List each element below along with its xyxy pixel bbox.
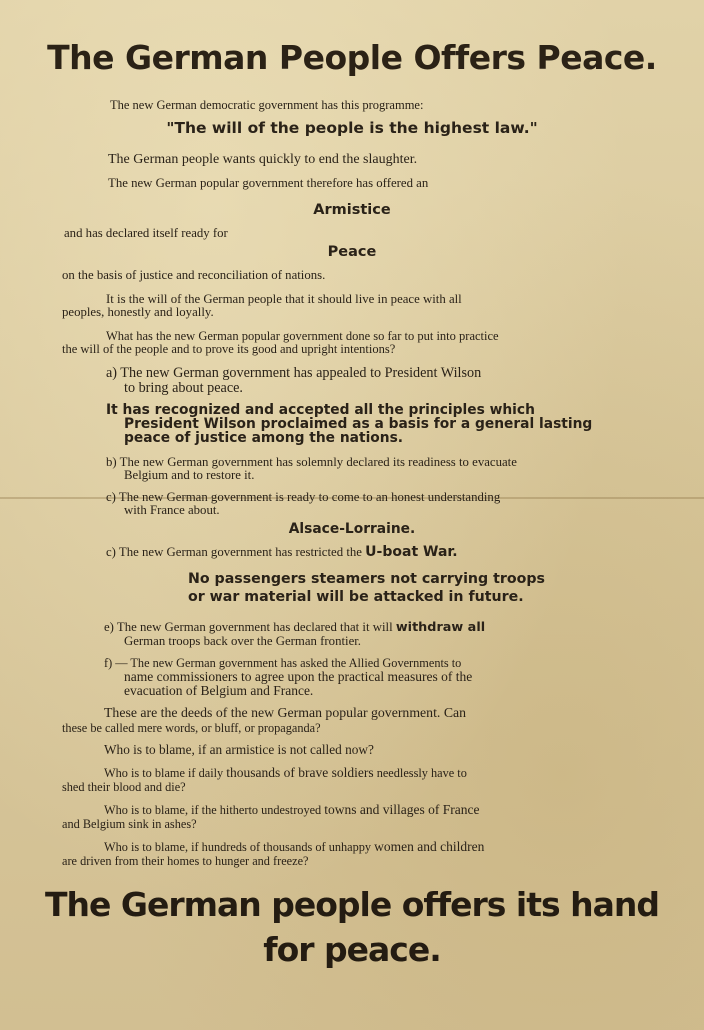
leaflet-title: The German People Offers Peace. bbox=[47, 38, 657, 77]
deeds-line-2: these be called mere words, or bluff, or propaganda? bbox=[62, 721, 321, 735]
item-b-line-2: Belgium and to restore it. bbox=[124, 468, 255, 482]
question-3-start: Who is to blame, if the hitherto undestroyed bbox=[104, 803, 322, 817]
footer-line-1: The German people offers its hand bbox=[45, 885, 659, 924]
item-b-line-1: b) The new German government has solemnly declared its readiness to evacuate bbox=[106, 455, 517, 469]
paragraph-6b: the will of the people and to prove its good and upright intentions? bbox=[62, 342, 396, 356]
question-3-line-2: and Belgium sink in ashes? bbox=[62, 817, 197, 831]
question-3-line-1 bbox=[104, 803, 480, 817]
question-1: Who is to blame, if an armistice is not called now? bbox=[104, 742, 374, 757]
question-4-start: Who is to blame, if hundreds of thousands of unhappy bbox=[104, 840, 372, 854]
item-c-line-1: c) The new German government is ready to come to an honest understanding bbox=[106, 490, 501, 504]
item-e-line-1 bbox=[104, 620, 485, 635]
paragraph-5b: peoples, honestly and loyally. bbox=[62, 305, 214, 319]
item-a-line-2: to bring about peace. bbox=[124, 380, 243, 396]
item-a-line-1: a) The new German government has appealed to President Wilson bbox=[106, 365, 482, 381]
item-d-line bbox=[106, 545, 458, 559]
question-3-towns: towns and villages of France bbox=[324, 802, 480, 817]
motto-line: "The will of the people is the highest law." bbox=[166, 119, 538, 137]
paragraph-1: The German people wants quickly to end the slaughter. bbox=[108, 152, 418, 167]
no-passengers-line-2: or war material will be attacked in future. bbox=[188, 589, 524, 605]
paragraph-4: on the basis of justice and reconciliation of nations. bbox=[62, 268, 326, 282]
question-2-soldiers: thousands of brave soldiers bbox=[226, 765, 374, 780]
question-2-line-1 bbox=[104, 766, 467, 780]
paragraph-2: The new German popular government therefore has offered an bbox=[108, 176, 429, 190]
deeds-line-1 bbox=[104, 706, 466, 720]
recognized-line-3: peace of justice among the nations. bbox=[124, 430, 404, 446]
paragraph-6a: What has the new German popular government done so far to put into practice bbox=[106, 329, 499, 343]
question-2-end: needlessly have to bbox=[376, 766, 467, 780]
paragraph-5a: It is the will of the German people that it should live in peace with all bbox=[106, 292, 462, 306]
item-c-line-2: with France about. bbox=[124, 503, 220, 517]
paragraph-3: and has declared itself ready for bbox=[64, 226, 228, 240]
deeds-can-text: Can bbox=[443, 705, 467, 720]
item-e-line-2: German troops back over the German frontier. bbox=[124, 634, 362, 648]
question-4-line-1 bbox=[104, 840, 484, 854]
item-f-line-3: evacuation of Belgium and France. bbox=[124, 683, 314, 698]
item-e-text: e) The new German government has declared that it will bbox=[104, 620, 393, 634]
item-d-text: c) The new German government has restricted the bbox=[106, 545, 362, 559]
item-f-line-2: name commissioners to agree upon the practical measures of the bbox=[124, 669, 473, 684]
question-4-line-2: are driven from their homes to hunger and freeze? bbox=[62, 854, 309, 868]
peace-heading: Peace bbox=[327, 244, 377, 260]
question-2-line-2: shed their blood and die? bbox=[62, 780, 186, 794]
footer-line-2: for peace. bbox=[263, 930, 441, 969]
alsace-lorraine-heading: Alsace-Lorraine. bbox=[288, 521, 416, 537]
recognized-line-2: President Wilson proclaimed as a basis for a general lasting bbox=[124, 416, 593, 432]
question-2-start: Who is to blame if daily bbox=[104, 766, 224, 780]
deeds-text: These are the deeds of the new German popular government. bbox=[104, 705, 441, 720]
item-f-line-1: f) — The new German government has asked the Allied Governments to bbox=[104, 656, 462, 670]
question-4-women: women and children bbox=[374, 839, 485, 854]
uboat-war-text: U-boat War. bbox=[365, 544, 458, 560]
withdraw-all-text: withdraw all bbox=[395, 620, 486, 635]
no-passengers-line-1: No passengers steamers not carrying troops bbox=[188, 571, 545, 587]
recognized-line-1: It has recognized and accepted all the principles which bbox=[106, 402, 535, 418]
intro-line: The new German democratic government has this programme: bbox=[110, 98, 424, 112]
armistice-heading: Armistice bbox=[313, 202, 391, 218]
